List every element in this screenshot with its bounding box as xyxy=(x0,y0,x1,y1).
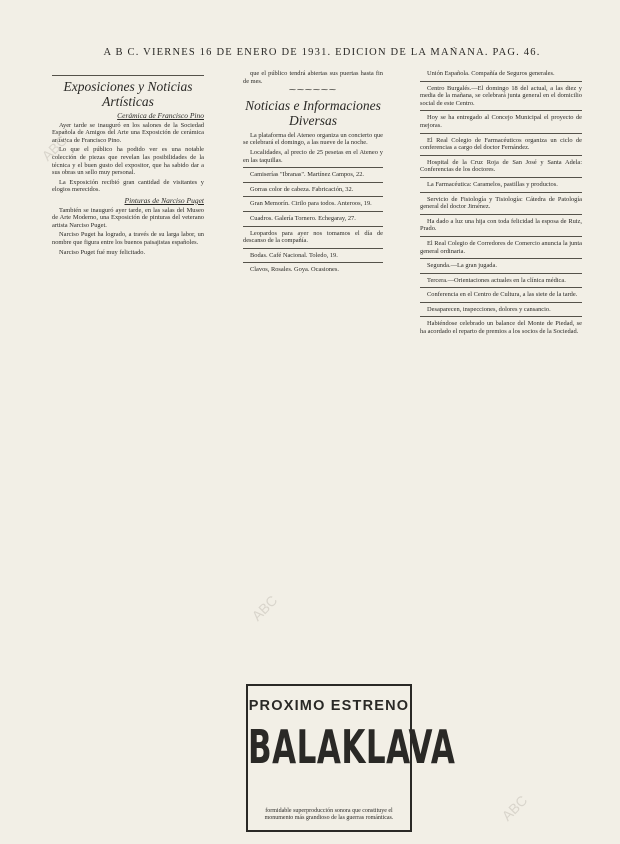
news-item: Leopardos para ayer nos tomamos el día de descanso de la compañía. xyxy=(243,229,383,245)
article-paragraph: que el público tendrá abiertas sus puertas hasta fin de mes. xyxy=(243,70,383,85)
news-item: Clavos, Rosales. Goya. Ocasiones. xyxy=(250,266,339,274)
ad-caption: formidable superproducción sonora que constituye el monumento más grandioso de las guerras románticas. xyxy=(264,808,394,821)
item-rule xyxy=(420,81,582,82)
news-item: Habiéndose celebrado un balance del Monte de Piedad, se ha acordado el reparto de premios a los socios de la Sociedad. xyxy=(420,320,582,336)
news-item: Gran Memorín. Cirilo para todos. Anteroos, 19. xyxy=(250,200,372,208)
article-paragraph: También se inauguró ayer tarde, en las salas del Museo de Arte Moderno, una Exposición de pinturas del veterano artista Narciso Puget. xyxy=(52,206,204,229)
watermark: ABC xyxy=(498,792,531,824)
item-rule xyxy=(420,236,582,237)
item-rule xyxy=(420,133,582,134)
news-item: Unión Española. Compañía de Seguros generales. xyxy=(427,70,555,77)
news-item: Gorras color de cabeza. Fabricación, 32. xyxy=(250,185,354,193)
item-rule xyxy=(243,226,383,227)
article-paragraph: La Exposición recibió gran cantidad de visitantes y elogios merecidos. xyxy=(52,178,204,194)
item-rule xyxy=(420,258,582,259)
column-left xyxy=(52,72,204,832)
news-item: Hospital de la Cruz Roja de San José y Santa Adela: Conferencias de los doctores. xyxy=(420,158,582,174)
item-rule xyxy=(420,110,582,111)
section-title-exposiciones: Exposiciones y Noticias Artísticas xyxy=(63,79,193,109)
article-paragraph: Narciso Puget fué muy felicitado. xyxy=(59,248,146,256)
item-rule xyxy=(243,182,383,183)
section-title-noticias: Noticias e Informaciones Diversas xyxy=(245,97,381,128)
item-rule xyxy=(243,211,383,212)
news-item: Ha dado a luz una hija con toda felicidad la esposa de Ruiz, Prado. xyxy=(420,217,582,233)
news-item: Conferencia en el Centro de Cultura, a las siete de la tarde. xyxy=(427,291,578,299)
news-item: El Real Colegio de Corredores de Comercio anuncia la junta general ordinaria. xyxy=(420,239,582,255)
item-rule xyxy=(243,196,383,197)
news-item: Tercera.—Orientaciones actuales en la clínica médica. xyxy=(427,276,566,284)
item-rule xyxy=(420,177,582,178)
news-item: Segunda.—La gran jugada. xyxy=(427,262,497,270)
news-item: Localidades, al precio de 25 pesetas en el Ateneo y en las taquillas. xyxy=(243,148,383,164)
article-paragraph: Ayer tarde se inauguró en los salones de la Sociedad Española de Amigos del Arte una Exposición de cerámica artística de Francisco Pino. xyxy=(52,121,204,144)
news-item: Hoy se ha entregado al Concejo Municipal el proyecto de mejoras. xyxy=(420,114,582,129)
news-item: La Farmacéutica: Caramelos, pastillas y productos. xyxy=(427,180,558,188)
item-rule xyxy=(420,214,582,215)
item-rule xyxy=(243,248,383,249)
news-item: Centro Burgalés.—El domingo 18 del actual, a las diez y media de la mañana, se celebrará junta general en el domicilio social de este Centro. xyxy=(420,84,582,107)
item-rule xyxy=(420,316,582,317)
item-rule xyxy=(420,155,582,156)
watermark: ABC xyxy=(248,592,281,624)
article-paragraph: Narciso Puget ha logrado, a través de su larga labor, un nombre que figura entre los buenos paisajistas españoles. xyxy=(52,231,204,246)
item-rule xyxy=(420,273,582,274)
article-subtitle-pinturas: Pinturas de Narciso Puget xyxy=(124,195,204,205)
ad-heading: PROXIMO ESTRENO xyxy=(248,698,410,714)
item-rule xyxy=(420,192,582,193)
item-rule xyxy=(420,302,582,303)
news-item: Desaparecen, inspecciones, dolores y cansancio. xyxy=(427,305,551,313)
watermark: ABC xyxy=(38,132,71,164)
column-right xyxy=(420,70,582,832)
column-rule xyxy=(52,75,204,76)
item-rule xyxy=(243,167,383,168)
item-rule xyxy=(243,262,383,263)
advertisement-balaklava xyxy=(246,684,456,832)
item-rule xyxy=(420,287,582,288)
article-subtitle-ceramica: Cerámica de Francisco Pino xyxy=(117,111,204,120)
article-paragraph: Lo que el público ha podido ver es una notable colección de piezas que revelan las posibilidades de la técnica y el buen gusto del expositor, que ha sabido dar a sus obras un sello muy personal. xyxy=(52,146,204,177)
news-item: La plataforma del Ateneo organiza un concierto que se celebrará el domingo, a las nueve de la noche. xyxy=(243,131,383,147)
page-header: A B C. VIERNES 16 DE ENERO DE 1931. EDICION DE LA MAÑANA. PAG. 46. xyxy=(103,47,541,58)
news-item: Bodas. Café Nacional. Toledo, 19. xyxy=(250,251,338,259)
ad-title: BALAKLAVA xyxy=(248,721,456,775)
news-item: El Real Colegio de Farmacéuticos organiza un ciclo de conferencias a cargo del doctor Fernández. xyxy=(420,136,582,152)
news-item: Camiserías "Ibranas". Martínez Campos, 22. xyxy=(250,171,365,179)
ornament-divider: ⁓⁓⁓⁓⁓⁓ xyxy=(289,86,337,95)
news-item: Cuadros. Galería Tornero. Echegaray, 27. xyxy=(250,214,356,222)
news-item: Servicio de Fisiología y Tisiología: Cátedra de Patología general del doctor Jiménez. xyxy=(420,195,582,211)
